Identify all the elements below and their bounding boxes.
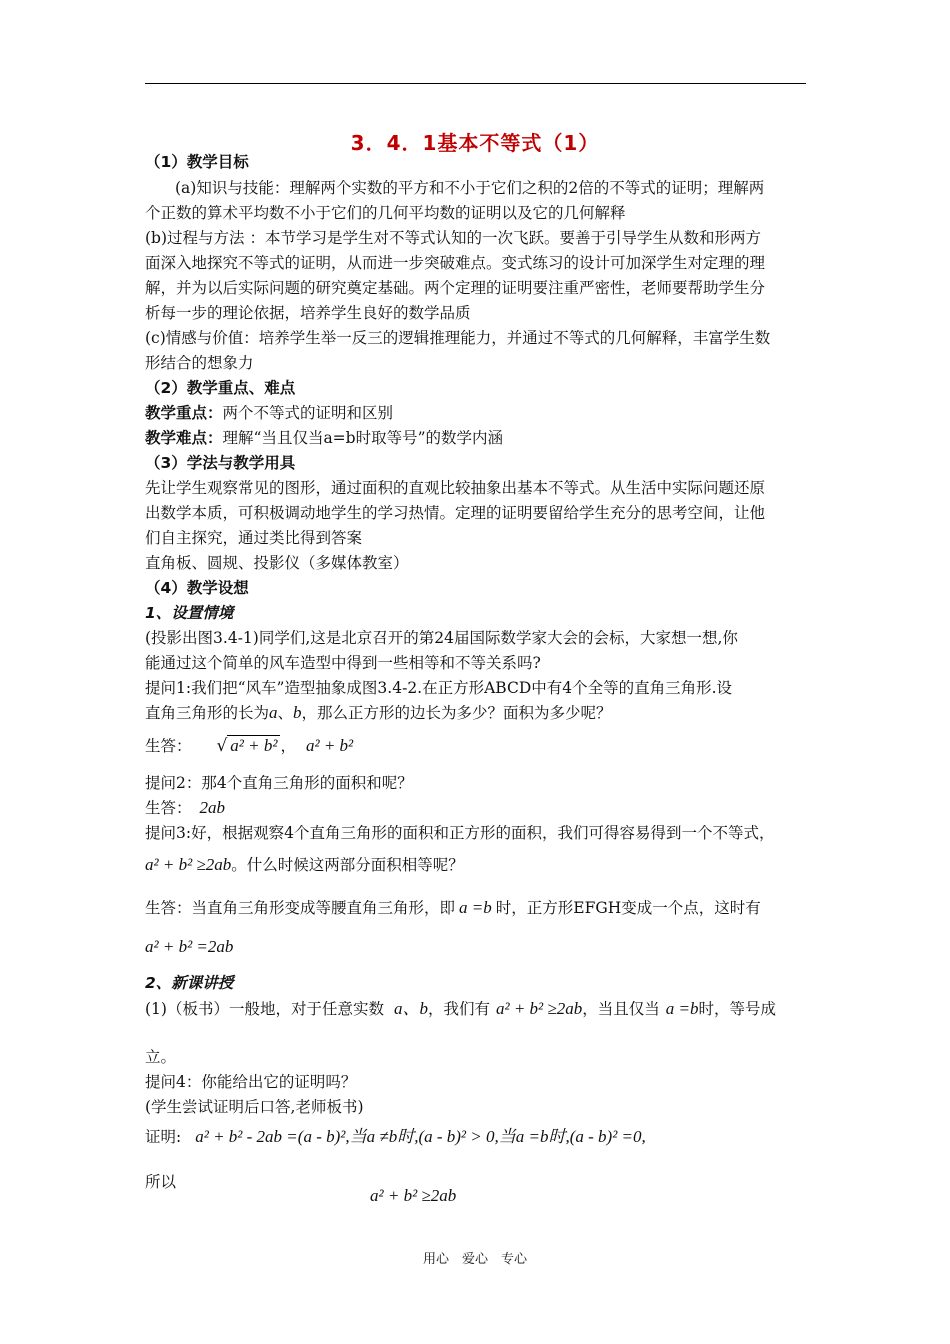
conclusion-label: 所以 [145,1173,177,1191]
question1-separator: 、 [277,704,294,722]
answer1-separator: ， [280,737,296,755]
subheading-new-lesson: 2、新课讲授 [145,974,234,992]
math-proof: a² + b² - 2ab =(a - b)²,当a ≠b时,(a - b)² > 0,当a =b时,(a - b)² =0, [195,1127,646,1146]
section-heading-methods: （3）学法与教学用具 [145,454,296,472]
new-lesson-text-pre: (1)（板书）一般地，对于任意实数 [145,1000,384,1018]
methods-line1: 先让学生观察常见的图形，通过面积的直观比较抽象出基本不等式。从生活中实际问题还原 [145,479,766,497]
section-heading-design: （4）教学设想 [145,579,249,597]
new-lesson-text-mid2: ，当且仅当 [582,1000,660,1018]
answer4-text-pre: 生答：当直角三角形变成等腰直角三角形，即 [145,899,456,917]
header-rule [145,83,806,84]
math-2ab: 2ab [199,798,226,817]
proof-label: 证明: [145,1128,182,1146]
goal-b-line2: 面深入地探究不等式的证明，从而进一步突破难点。变式练习的设计可加深学生对定理的理 [145,254,766,272]
question1-text-pre: 直角三角形的长为 [145,704,270,722]
new-lesson-text-post: 时，等号成 [698,1000,776,1018]
answer4-result-line [145,937,233,957]
sqrt-sign: √ [216,736,228,756]
answer2-line [145,798,225,818]
math-area-expression: a² + b² [305,736,354,755]
scenario-line1: (投影出图3.4-1)同学们,这是北京召开的第24届国际数学家大会的会标，大家想一想,你 [145,629,738,647]
subheading-scenario: 1、设置情境 [145,604,234,622]
goal-b-line3: 解，并为以后实际问题的研究奠定基础。两个定理的证明要注重严密性，老师要帮助学生分 [145,279,766,297]
math-var-b: b [293,703,302,722]
question1-line1: 提问1:我们把“风车”造型抽象成图3.4-2.在正方形ABCD中有4个全等的直角三角形.设 [145,679,733,697]
methods-line3: 们自主探究，通过类比得到答案 [145,529,363,547]
difficulty-label: 教学难点： [145,429,223,447]
math-inequality: a² + b² ≥2ab [145,855,232,874]
goal-c-line2: 形结合的想象力 [145,354,254,372]
answer2-label: 生答： [145,799,192,817]
section-heading-goals: （1）教学目标 [145,153,249,171]
answer4-text-post: 时，正方形EFGH变成一个点，这时有 [495,899,761,917]
goal-b-line4: 析每一步的理论依据，培养学生良好的数学品质 [145,304,471,322]
new-lesson-line2: 立。 [145,1048,177,1066]
question3-tail: 。什么时候这两部分面积相等呢？ [231,856,464,874]
math-a-equals-b-2: a =b [665,999,699,1018]
math-inequality-2: a² + b² ≥2ab [495,999,583,1018]
new-lesson-text-mid: ，我们有 [427,1000,490,1018]
math-sqrt-expression: a² + b² [227,735,280,756]
math-a-b: a、b [393,999,428,1018]
scenario-line2: 能通过这个简单的风车造型中得到一些相等和不等关系吗? [145,654,541,672]
proof-line [145,1127,646,1147]
math-a-equals-b: a =b [459,898,492,917]
key-point-line [145,403,393,423]
tools-line: 直角板、圆规、投影仪（多媒体教室） [145,554,409,572]
question4-line: 提问4：你能给出它的证明吗？ [145,1073,357,1091]
new-lesson-line1 [145,999,776,1019]
question3-line: 提问3:好，根据观察4个直角三角形的面积和正方形的面积，我们可得容易得到一个不等式， [145,824,775,842]
answer1-line [145,735,353,756]
conclusion-line [370,1186,456,1206]
question1-text-post: ，那么正方形的边长为多少？面积为多少呢？ [301,704,612,722]
difficulty-line [145,428,503,448]
goal-b-line1: (b)过程与方法 ：本节学习是学生对不等式认知的一次飞跃。要善于引导学生从数和形两方 [145,229,761,247]
page-title: 3．4．1基本不等式（1） [350,131,600,155]
section-heading-keypoints: （2）教学重点、难点 [145,379,296,397]
methods-line2: 出数学本质，可积极调动地学生的学习热情。定理的证明要留给学生充分的思考空间，让他 [145,504,766,522]
math-var-a: a [269,703,278,722]
goal-a-line2: 个正数的算术平均数不小于它们的几何平均数的证明以及它的几何解释 [145,204,626,222]
question2-line: 提问2：那4个直角三角形的面积和呢？ [145,774,413,792]
question3-ineq-line [145,855,464,875]
question4-note: (学生尝试证明后口答,老师板书) [145,1098,364,1116]
difficulty-text: 理解“当且仅当a=b时取等号”的数学内涵 [222,429,504,447]
goal-a-line1: (a)知识与技能：理解两个实数的平方和不小于它们之积的2倍的不等式的证明；理解两 [175,179,765,197]
answer4-line [145,898,761,918]
math-equality: a² + b² =2ab [145,937,234,956]
answer1-label: 生答： [145,737,192,755]
page-footer: 用心 爱心 专心 [422,1252,527,1267]
goal-c-line1: (c)情感与价值：培养学生举一反三的逻辑推理能力，并通过不等式的几何解释，丰富学生数 [145,329,771,347]
key-point-label: 教学重点： [145,404,223,422]
question1-line2 [145,703,612,723]
key-point-text: 两个不等式的证明和区别 [222,404,394,422]
math-conclusion: a² + b² ≥2ab [370,1186,457,1205]
